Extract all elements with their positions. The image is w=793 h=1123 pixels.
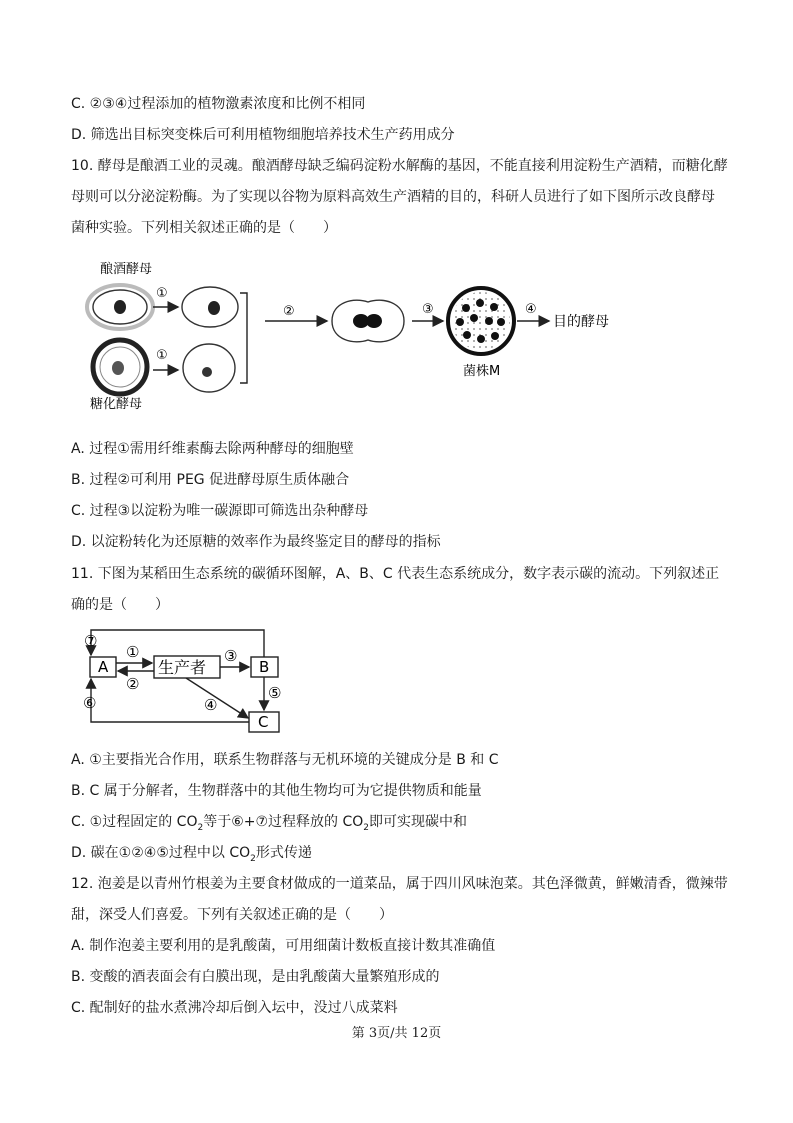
brewing-yeast-protoplast: [182, 287, 238, 327]
page-footer: 第 3页/共 12页: [351, 1026, 442, 1041]
q10-option-b: B. 过程②可利用 PEG 促进酵母原生质体融合: [71, 472, 350, 488]
q9-option-c: C. ②③④过程添加的植物激素浓度和比例不相同: [71, 96, 366, 112]
saccharifying-yeast-protoplast: [183, 344, 235, 392]
arrow-6: [91, 679, 249, 722]
q10-stem-line-1: 10. 酵母是酿酒工业的灵魂。酿酒酵母缺乏编码淀粉水解酶的基因，不能直接利用淀粉生产酒精，而糖化酵: [71, 158, 728, 174]
strain-m-label: 菌株M: [463, 364, 501, 379]
label-4: ④: [204, 696, 218, 714]
label-6: ⑥: [83, 694, 97, 712]
q11-option-a: A. ①主要指光合作用，联系生物群落与无机环境的关键成分是 B 和 C: [71, 752, 499, 768]
target-yeast-label: 目的酵母: [553, 314, 609, 330]
q10-option-d: D. 以淀粉转化为还原糖的效率作为最终鉴定目的酵母的指标: [71, 534, 441, 550]
step-3-label: ③: [422, 302, 434, 317]
q11-option-d: D. 碳在①②④⑤过程中以 $CO_2$形式传递: [71, 845, 312, 864]
step-1-top-label: ①: [156, 286, 168, 301]
q10-option-a: A. 过程①需用纤维素酶去除两种酵母的细胞壁: [71, 441, 354, 457]
q12-stem-line-1: 12. 泡姜是以青州竹根姜为主要食材做成的一道菜品，属于四川风味泡菜。其色泽微黄，鲜嫩清香，微辣带: [71, 876, 728, 892]
label-7: ⑦: [84, 632, 98, 650]
q10-stem-line-2: 母则可以分泌淀粉酶。为了实现以谷物为原料高效生产酒精的目的，科研人员进行了如下图所示改良酵母: [71, 189, 715, 205]
box-producer-label: 生产者: [158, 658, 207, 677]
q11-stem-line-2: 确的是（ ）: [71, 597, 169, 613]
q12-option-a: A. 制作泡姜主要利用的是乳酸菌，可用细菌计数板直接计数其准确值: [71, 938, 496, 954]
q10-stem-line-3: 菌种实验。下列相关叙述正确的是（ ）: [71, 220, 337, 236]
box-a-label: A: [98, 658, 109, 676]
strain-m-colony: [448, 288, 514, 354]
q10-option-c: C. 过程③以淀粉为唯一碳源即可筛选出杂种酵母: [71, 503, 369, 519]
label-5: ⑤: [268, 684, 282, 702]
q11-stem-line-1: 11. 下图为某稻田生态系统的碳循环图解，A、B、C 代表生态系统成分，数字表示碳的流动。下列叙述正: [71, 566, 720, 582]
label-3: ③: [224, 647, 238, 665]
q12-option-c: C. 配制好的盐水煮沸冷却后倒入坛中，没过八成菜料: [71, 1000, 398, 1016]
yeast-fusion-diagram: [70, 255, 650, 420]
q12-option-b: B. 变酸的酒表面会有白膜出现，是由乳酸菌大量繁殖形成的: [71, 969, 440, 985]
carbon-cycle-diagram: [78, 626, 298, 738]
arrow-7: [91, 630, 264, 657]
label-2: ②: [126, 675, 140, 693]
step-4-label: ④: [525, 302, 537, 317]
saccharifying-yeast-cell: [93, 340, 147, 394]
q9-option-d: D. 筛选出目标突变株后可利用植物细胞培养技术生产药用成分: [71, 127, 455, 143]
step-1-bottom-label: ①: [156, 348, 168, 363]
step-2-label: ②: [283, 304, 295, 319]
saccharifying-yeast-label: 糖化酵母: [90, 397, 143, 412]
box-c-label: C: [258, 713, 269, 731]
q11-option-b: B. C 属于分解者，生物群落中的其他生物均可为它提供物质和能量: [71, 783, 482, 799]
label-1: ①: [126, 643, 140, 661]
box-b-label: B: [259, 658, 270, 676]
brewing-yeast-label: 酿酒酵母: [100, 262, 153, 277]
q11-option-c: C. ①过程固定的 $CO_2$等于⑥+⑦过程释放的 $CO_2$即可实现碳中和: [71, 814, 468, 833]
brewing-yeast-cell: [87, 285, 153, 329]
bracket: [240, 293, 247, 383]
fused-cell: [332, 300, 404, 342]
q12-stem-line-2: 甜，深受人们喜爱。下列有关叙述正确的是（ ）: [71, 907, 393, 923]
